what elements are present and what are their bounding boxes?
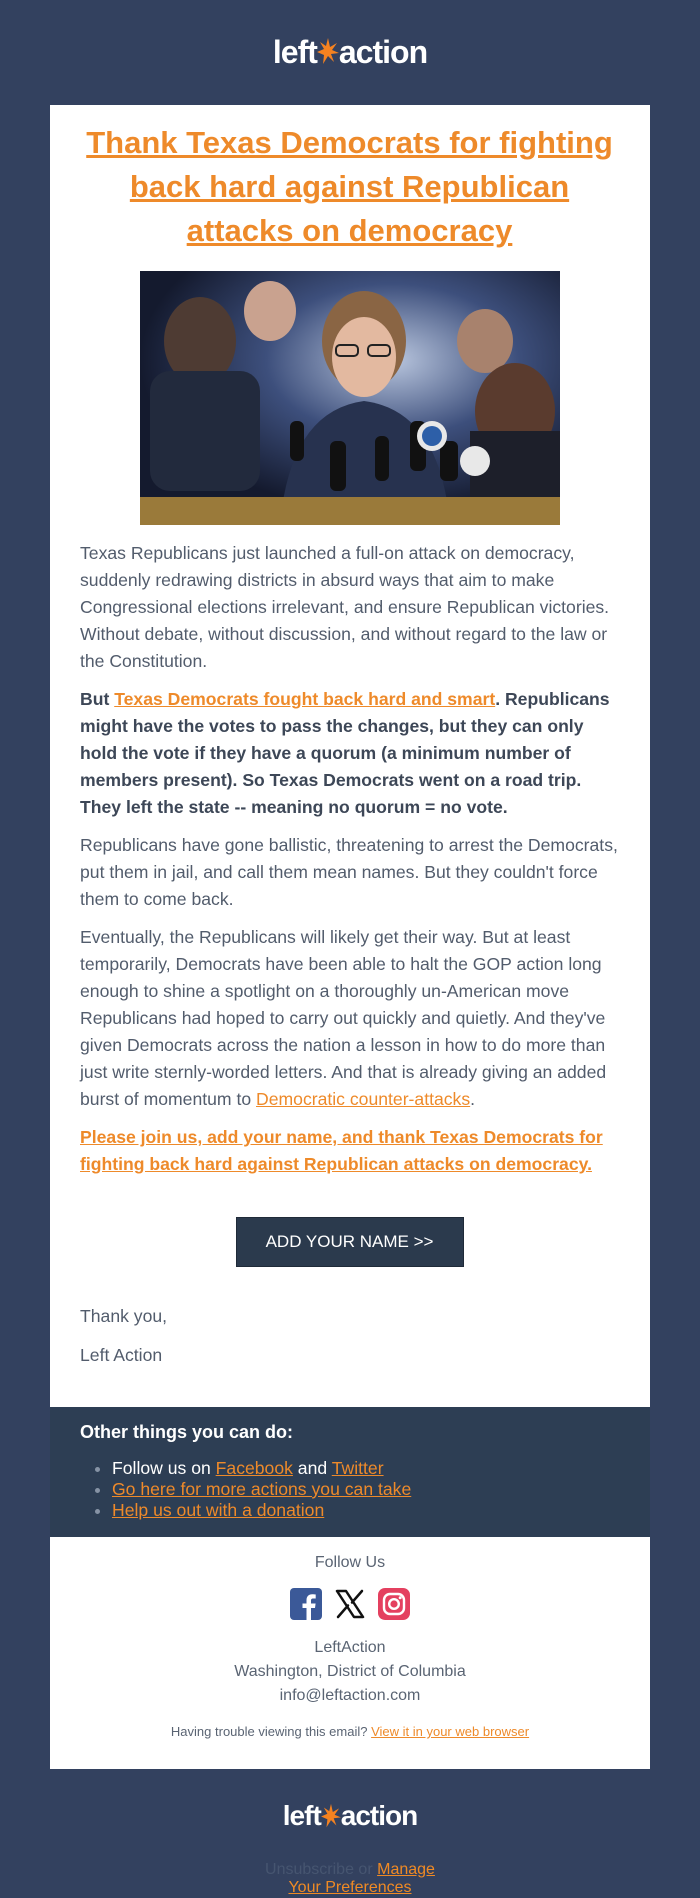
texas-democrats-link[interactable]: Texas Democrats fought back hard and smart [114,689,496,709]
email-card [50,105,650,1769]
other-actions-heading: Other things you can do: [80,1422,294,1442]
headline-link[interactable]: Thank Texas Democrats for fighting back hard against Republican attacks on democracy [86,125,613,248]
x-icon[interactable] [334,1588,366,1620]
twitter-link[interactable]: Twitter [331,1458,384,1478]
org-location: Washington, District of Columbia [234,1663,466,1680]
unsubscribe-area [0,1861,700,1897]
list-item-more-actions [112,1479,620,1500]
button-container [80,1217,619,1267]
paragraph2-rest: . Republicans might have the votes to pass the changes, but they can only hold the vote if they have a quorum (a minimum number of members present). So Texas Democrats went on a road trip. They left the state -- meaning no quorum = no vote. [80,689,610,817]
paragraph-fought-back [80,686,619,821]
view-in-browser-link[interactable]: View it in your web browser [371,1724,530,1739]
facebook-icon[interactable] [290,1588,322,1620]
donation-link[interactable]: Help us out with a donation [112,1500,325,1520]
org-name: LeftAction [314,1639,386,1656]
logo-text-left: left [272,33,317,70]
counter-attacks-link[interactable]: Democratic counter-attacks [256,1089,471,1109]
paragraph-ballistic: Republicans have gone ballistic, threatening to arrest the Democrats, put them in jail, and call them mean names. But they couldn't force them to come back. [80,835,618,909]
add-your-name-button[interactable]: ADD YOUR NAME >> [236,1217,464,1267]
trouble-label: Having trouble viewing this email? [170,1724,372,1739]
logo-text-right: action [338,33,428,70]
paragraph-intro: Texas Republicans just launched a full-on attack on democracy, suddenly redrawing districts in absurd ways that aim to make Congressional elections irrelevant, and ensure Republican victories. Without debate, without discussion, and without regard to the law or the Constitution. [80,543,610,671]
social-icons [50,1588,650,1620]
list-item-follow [112,1458,620,1479]
follow-prefix: Follow us on [112,1458,216,1478]
org-email: info@leftaction.com [279,1687,421,1704]
instagram-icon[interactable] [378,1588,410,1620]
cta-paragraph [80,1124,619,1178]
follow-us-label: Follow Us [314,1554,386,1571]
cta-link[interactable]: Please join us, add your name, and thank Texas Democrats for fighting back hard against Republican attacks on democracy. [80,1127,603,1174]
closing-text: Thank you, [80,1306,168,1326]
paragraph4-text: Eventually, the Republicans will likely get their way. But at least temporarily, Democrats have been able to halt the GOP action long enough to shine a spotlight on a thoroughly un-American move Republicans had hoped to carry out quickly and quietly. And they've given Democrats across the nation a lesson in how to do more than just write sternly-worded letters. And that is already giving an added burst of momentum to [80,927,607,1109]
paragraph2-prefix: But [80,689,115,709]
or-text: or [353,1861,378,1878]
top-logo[interactable] [0,0,700,104]
other-actions-section [50,1407,650,1537]
unsubscribe-link[interactable]: Unsubscribe [265,1861,354,1878]
bottom-logo-text-left: left [282,1800,321,1831]
manage-link[interactable]: Manage [377,1861,435,1878]
paragraph4-end: . [470,1089,476,1109]
more-actions-link[interactable]: Go here for more actions you can take [112,1479,412,1499]
bottom-logo[interactable] [0,1800,700,1832]
signature-text: Left Action [80,1345,163,1365]
list-item-donation [112,1500,620,1521]
preferences-link[interactable]: Your Preferences [288,1879,412,1896]
footer [50,1537,650,1769]
paragraph-eventually [80,924,619,1113]
facebook-link[interactable]: Facebook [215,1458,293,1478]
trouble-viewing-text [50,1724,650,1739]
and-text: and [292,1458,332,1478]
logo-burst-icon [317,37,339,67]
bottom-logo-text-right: action [340,1800,418,1831]
other-actions-list [80,1458,620,1521]
hero-photo [140,271,560,525]
bottom-logo-burst-icon [321,1803,341,1830]
